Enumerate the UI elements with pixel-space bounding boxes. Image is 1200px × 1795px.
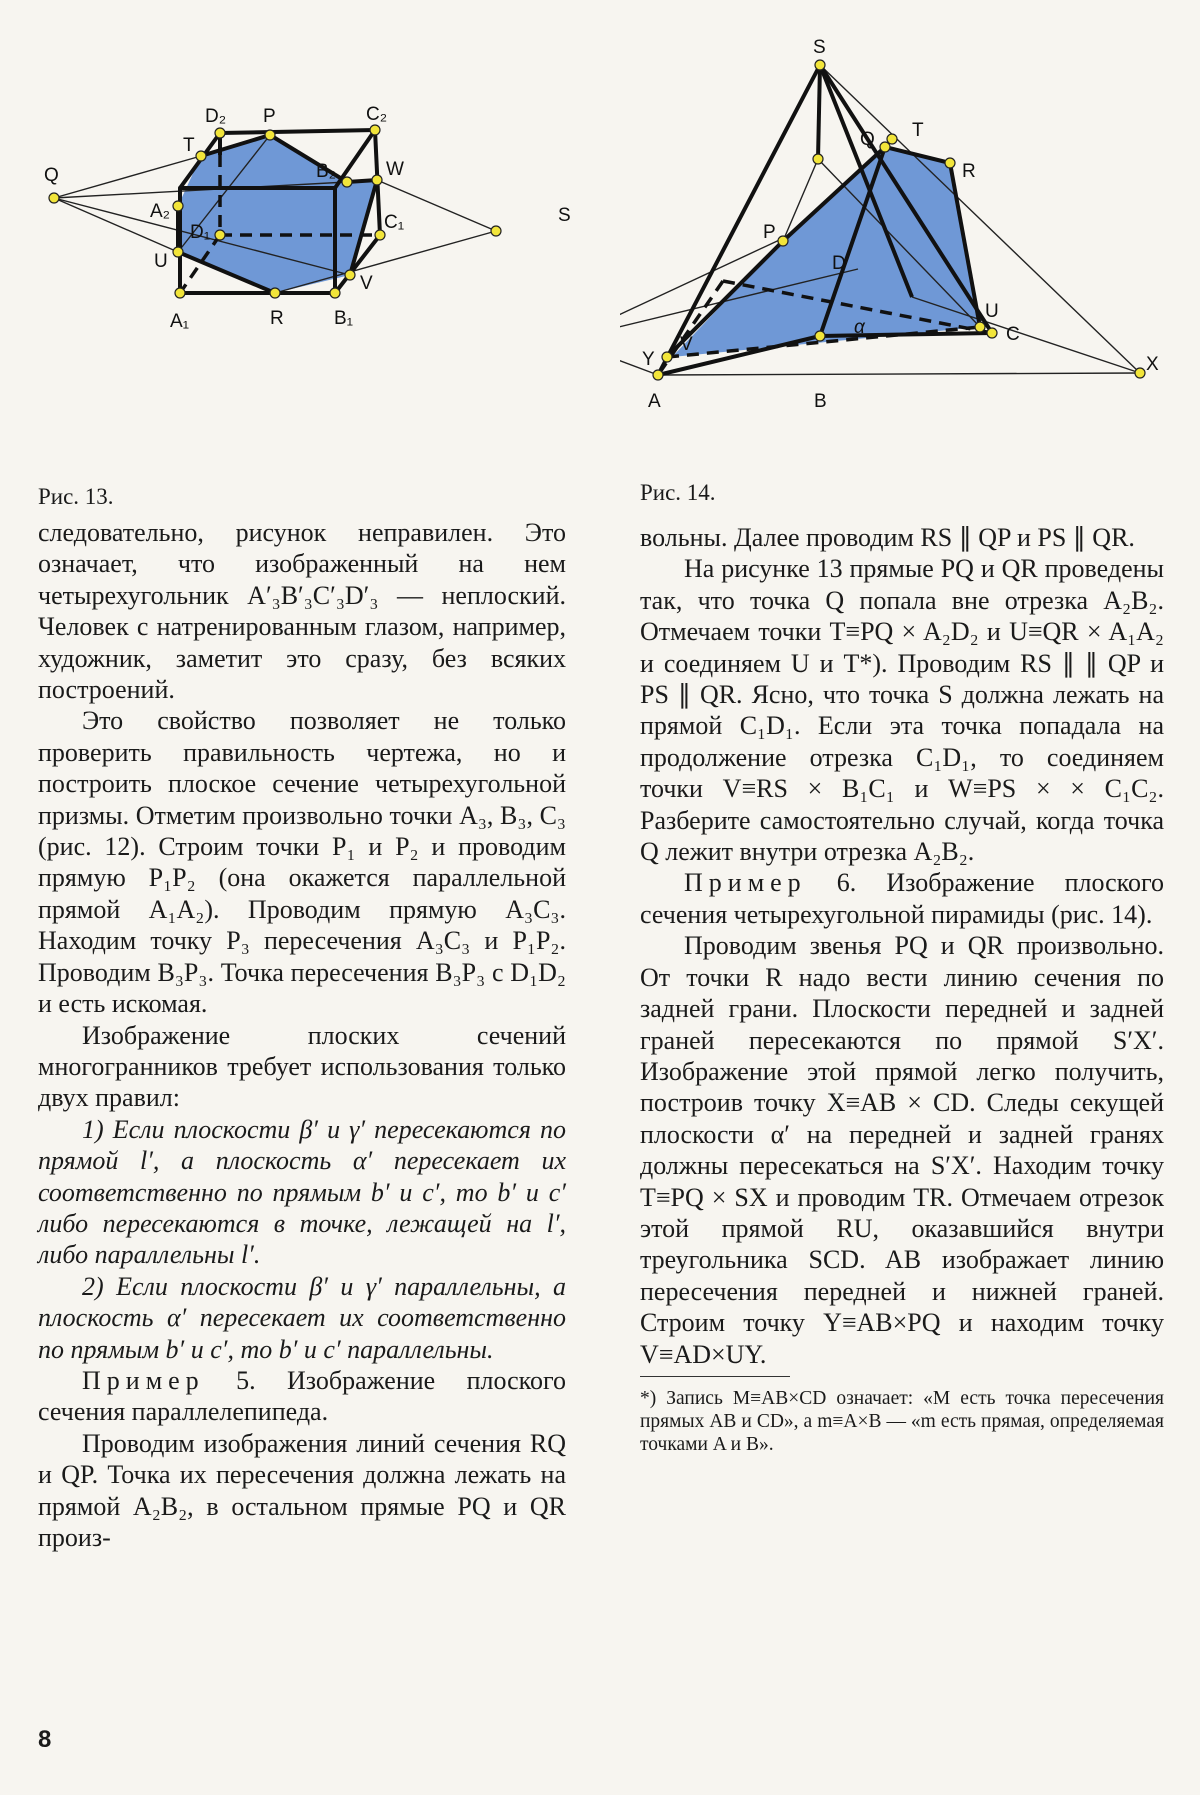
label-R: R bbox=[962, 161, 976, 182]
label-W: W bbox=[386, 159, 404, 180]
paragraph: вольны. Далее проводим RS ∥ QP и PS ∥ QR. bbox=[640, 523, 1135, 552]
label-B1: B₁ bbox=[334, 308, 354, 329]
example-6-heading: Пример 6. Изображение плоского сечения четырехугольной пирамиды (рис. 14). bbox=[640, 868, 1164, 929]
page-number: 8 bbox=[38, 1726, 52, 1753]
paragraph: Это свойство позволяет не только проверить правильность чертежа, но и построить плоское сечение четырехугольной призмы. Отметим произвольно точки A₃, B₃, C₃ (рис. 12). Строим точки P₁ и P₂ и проводим прямую P₁P₂ (она окажется параллельной прямой A₁A₂). Проводим прямую A₃C₃. Находим точку P₃ пересечения A₃C₃ и P₁P₂. Проводим B₃P₃. Точка пересечения B₃P₃ с D₁D₂ и есть искомая. bbox=[38, 706, 566, 1019]
section-polygon bbox=[672, 147, 980, 357]
paragraph: На рисунке 13 прямые PQ и QR проведены так, что точка Q попала вне отрезка A₂B₂. Отмечаем точки T≡PQ × A₂D₂ и U≡QR × A₁A₂ и соединяем U и T*). Проводим RS ∥ ∥ QP и PS ∥ QR. Ясно, что точка S должна лежать на прямой C₁D₁. Если эта точка попадала на продолжение отрезка C₁D₁, то соединяем точки V≡RS × B₁C₁ и W≡PS × × C₁C₂. Разберите самостоятельно случай, когда точка Q лежит внутри отрезка A₂B₂. bbox=[640, 554, 1164, 867]
figure-14-caption: Рис. 14. bbox=[640, 480, 716, 505]
label-V: V bbox=[680, 334, 693, 355]
figure-14-pyramid bbox=[620, 35, 1180, 420]
paragraph: следовательно, рисунок неправилен. Это означает, что изображенный на нем четырехугольник A′₃B′₃C′₃D′₃ — неплоский. Человек с натренированным глазом, например, художник, заметит это сразу, без всяких построений. bbox=[38, 518, 566, 705]
label-S: S bbox=[558, 205, 571, 226]
label-A1: A₁ bbox=[170, 311, 190, 332]
label-A2: A₂ bbox=[150, 201, 171, 222]
footnote: *) Запись M≡AB×CD означает: «M есть точка пересечения прямых AB и CD», а m≡A×B — «m есть прямая, определяемая точками A и B». bbox=[640, 1387, 1164, 1455]
label-Q: Q bbox=[860, 129, 875, 150]
label-D: D bbox=[832, 253, 846, 274]
label-S: S bbox=[813, 37, 826, 58]
label-U: U bbox=[154, 251, 168, 272]
label-V: V bbox=[360, 273, 373, 294]
label-D2: D₂ bbox=[205, 106, 227, 127]
label-D1: D₁ bbox=[190, 222, 211, 243]
label-R: R bbox=[270, 308, 284, 329]
label-T: T bbox=[912, 120, 924, 141]
label-C2: C₂ bbox=[366, 104, 388, 125]
label-U: U bbox=[985, 301, 999, 322]
paragraph: Проводим изображения линий сечения RQ и QP. Точка их пересечения должна лежать на прямой A₂B₂, в остальном прямые PQ и QR произ- bbox=[38, 1428, 566, 1552]
label-Q: Q bbox=[44, 165, 59, 186]
label-P: P bbox=[763, 222, 776, 243]
label-Y: Y bbox=[642, 349, 655, 370]
rule-1: 1) Если плоскости β′ и γ′ пересекаются по прямой l′, а плоскость α′ пересекает их соответственно по прямым b′ и c′, то b′ и c′ либо пересекаются в точке, лежащей на l′, либо параллельны l′. bbox=[38, 1114, 566, 1270]
paragraph: Проводим звенья PQ и QR произвольно. От точки R надо вести линию сечения по задней грани. Плоскости передней и задней граней пересекаются по прямой S′X′. Изображение этой прямой легко получить, построив точку X≡AB × CD. Следы секущей плоскости α′ на передней и задней гранях должны пересекаться на S′X′. Находим точку T≡PQ × SX и проводим TR. Отмечаем отрезок этой прямой RU, оказавшийся внутри треугольника SCD. AB изображает линию пересечения передней и нижней граней. Строим точку Y≡AB×PQ и находим точку V≡AD×UY. bbox=[640, 931, 1164, 1369]
label-X: X bbox=[1146, 354, 1159, 375]
label-C: C bbox=[1006, 324, 1020, 345]
label-T: T bbox=[183, 135, 195, 156]
right-column bbox=[640, 522, 1164, 1456]
figure-13-parallelepiped bbox=[30, 95, 620, 395]
rule-2: 2) Если плоскости β′ и γ′ параллельны, а плоскость α′ пересекает их соответственно по прямым b′ и c′, то b′ и c′ параллельны. bbox=[38, 1271, 566, 1364]
label-alpha: α bbox=[854, 317, 865, 338]
figure-13-caption: Рис. 13. bbox=[38, 484, 114, 509]
label-P: P bbox=[263, 106, 276, 127]
footnote-rule bbox=[640, 1376, 790, 1377]
label-B2: B₂ bbox=[316, 161, 337, 182]
paragraph: Изображение плоских сечений многогранников требует использования только двух правил: bbox=[38, 1020, 566, 1113]
label-C1: C₁ bbox=[384, 212, 405, 233]
left-column bbox=[38, 517, 566, 1553]
example-5-heading: Пример 5. Изображение плоского сечения параллелепипеда. bbox=[38, 1365, 566, 1427]
label-A: A bbox=[648, 391, 661, 412]
label-B: B bbox=[814, 391, 827, 412]
